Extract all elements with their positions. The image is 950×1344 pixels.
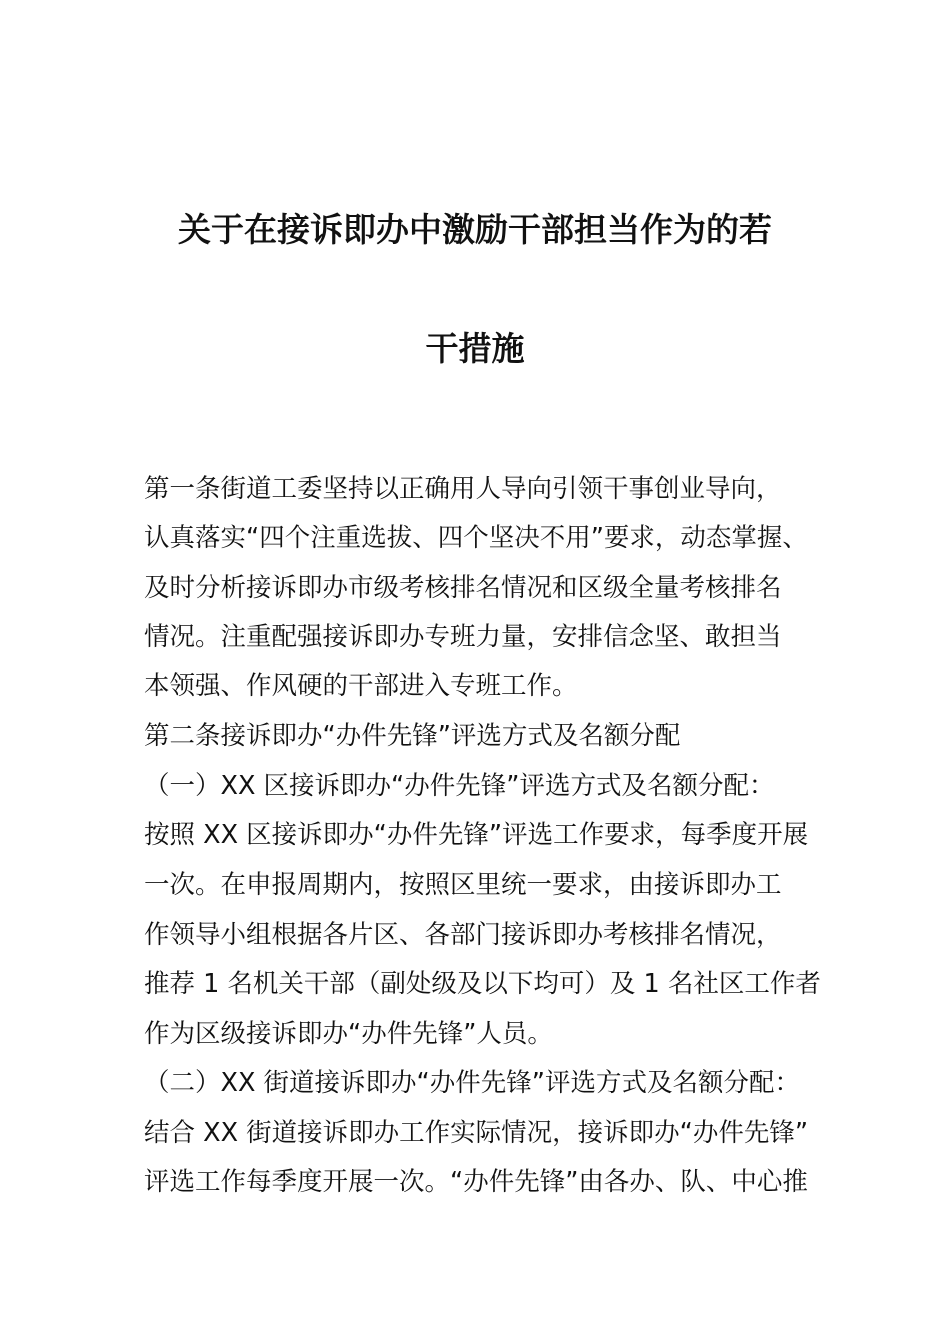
body-line-14: 结合 XX 街道接诉即办工作实际情况，接诉即办“办件先锋” — [144, 1118, 809, 1148]
body-line-3: 及时分析接诉即办市级考核排名情况和区级全量考核排名 — [144, 573, 782, 603]
document-title-line-2: 干措施 — [425, 329, 525, 368]
body-line-11: 推荐 1 名机关干部（副处级及以下均可）及 1 名社区工作者 — [144, 969, 821, 999]
body-line-5: 本领强、作风硬的干部进入专班工作。 — [144, 671, 578, 701]
body-line-4: 情况。注重配强接诉即办专班力量，安排信念坚、敢担当 — [144, 622, 782, 652]
body-line-6: 第二条接诉即办“办件先锋”评选方式及名额分配 — [144, 721, 681, 751]
body-line-1: 第一条街道工委坚持以正确用人导向引领干事创业导向， — [144, 474, 782, 504]
body-line-2: 认真落实“四个注重选拔、四个坚决不用”要求，动态掌握、 — [144, 523, 808, 553]
body-line-9: 一次。在申报周期内，按照区里统一要求，由接诉即办工 — [144, 870, 782, 900]
body-line-12: 作为区级接诉即办“办件先锋”人员。 — [144, 1019, 553, 1049]
body-line-15: 评选工作每季度开展一次。“办件先锋”由各办、队、中心推 — [144, 1167, 808, 1197]
body-line-7: （一）XX 区接诉即办“办件先锋”评选方式及名额分配： — [144, 771, 775, 801]
body-line-13: （二）XX 街道接诉即办“办件先锋”评选方式及名额分配： — [144, 1068, 800, 1098]
body-line-8: 按照 XX 区接诉即办“办件先锋”评选工作要求，每季度开展 — [144, 820, 809, 850]
document-title-line-1: 关于在接诉即办中激励干部担当作为的若 — [178, 210, 772, 249]
body-line-10: 作领导小组根据各片区、各部门接诉即办考核排名情况， — [144, 920, 782, 950]
